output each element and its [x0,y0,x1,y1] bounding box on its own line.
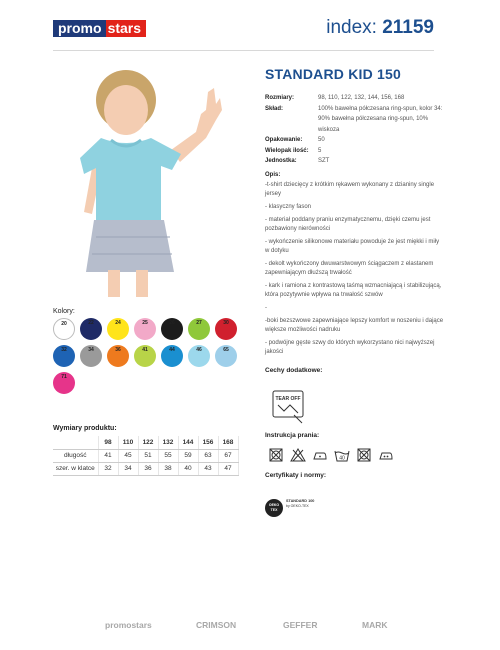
brand-logo [53,20,146,37]
color-swatch [134,345,156,367]
description-line: - dekolt wykończony dwuwarstwowym ściągaczem z elastanem zapewniającym dłuższą trwałość [265,261,434,276]
care-icons [268,448,394,462]
color-code: 65 [223,347,229,353]
color-code: 36 [115,347,121,353]
color-code: 24 [115,320,121,326]
size-header: 156 [198,436,218,449]
logo-part-promo: promo [53,20,106,37]
table-cell: 43 [198,462,218,475]
table-corner-cell [53,436,98,449]
spec-value: 50 [318,137,325,143]
color-code: 46 [196,347,202,353]
spec-key: Jednostka: [265,158,297,164]
row-label: długość [53,449,98,462]
size-header: 98 [98,436,118,449]
table-cell: 59 [178,449,198,462]
color-code: 34 [88,347,94,353]
color-swatch [134,318,156,340]
tear-off-label-icon [268,387,308,425]
table-cell: 51 [138,449,158,462]
color-code: 26 [169,320,175,326]
oeko-tex-logo: OEKO TEX [265,499,283,517]
tear-off-text: TEAR OFF [275,396,301,402]
features-label: Cechy dodatkowe: [265,367,323,374]
color-swatch [215,318,237,340]
spec-key: Rozmiary: [265,95,295,101]
index-number: 21159 [382,17,434,38]
row-label: szer. w klatce [53,462,98,475]
table-cell: 67 [218,449,238,462]
table-cell: 36 [138,462,158,475]
color-swatch [188,345,210,367]
description [265,181,445,361]
table-cell: 45 [118,449,138,462]
size-header: 110 [118,436,138,449]
description-line: - klasyczny fason [265,204,312,210]
color-swatch [161,318,183,340]
color-code: 25 [142,320,148,326]
color-swatch [107,345,129,367]
color-swatch [80,345,102,367]
brand-crimson: CRIMSON [196,620,237,630]
color-code: 27 [196,320,202,326]
cert-sub: by OEKO-TEX [286,503,309,508]
do-not-bleach-icon [290,448,306,462]
product-index [326,17,434,39]
brand-geffer: GEFFER [283,620,318,630]
color-code: 71 [61,374,67,380]
color-swatch [188,318,210,340]
color-swatch [53,372,75,394]
spec-row [265,104,445,136]
table-cell: 34 [118,462,138,475]
wash-40-icon [334,448,350,462]
color-swatch [53,345,75,367]
spec-key: Skład: [265,105,284,112]
iron-icon [378,448,394,462]
table-cell: 40 [178,462,198,475]
table-row [53,462,238,475]
spec-row [265,135,445,146]
footer-brands [0,620,500,636]
table-cell: 55 [158,449,178,462]
description-line: - podwójne gęste szwy do których wykorzystano nici najwyższej jakości [265,340,435,355]
do-not-tumble-dry-icon [356,448,372,462]
color-swatch [161,345,183,367]
index-label: index: [326,17,377,38]
spec-key: Opakowanie: [265,137,303,143]
color-code: 44 [169,347,175,353]
logo-part-stars: stars [106,20,146,37]
spec-value: 5 [318,147,322,154]
header-divider [53,50,434,51]
color-code: 41 [142,347,148,353]
table-cell: 47 [218,462,238,475]
table-cell: 41 [98,449,118,462]
spec-value: SZT [318,158,330,164]
product-title: STANDARD KID 150 [265,66,401,82]
iron-low-icon [312,448,328,462]
size-header: 168 [218,436,238,449]
brand-mark: MARK [362,620,388,630]
table-cell: 63 [198,449,218,462]
color-swatch [53,318,75,340]
product-photo [56,62,246,297]
description-line: -boki bezszwowe zapewniające lepszy komfort w noszeniu i dające większe możliwości nadruku [265,318,444,333]
brand-promostars: promostars [105,620,152,630]
oeko-tex-text [286,499,314,508]
color-code: 20 [61,321,67,327]
description-line: - [265,305,267,311]
cert-name: STANDARD 100 [286,499,315,503]
description-label: Opis: [265,172,281,178]
spec-row [265,146,445,157]
description-line: - wykończenie silikonowe materiału powoduje że jest miękki i miły w dotyku [265,239,440,254]
do-not-dry-clean-icon [268,448,284,462]
table-cell: 32 [98,462,118,475]
color-code: 32 [61,347,67,353]
oeko-tex-certificate [265,497,315,521]
color-swatch [215,345,237,367]
dimensions-label: Wymiary produktu: [53,425,117,432]
description-line: - kark i ramiona z kontrastową taśmą wzmacniającą i stabilizującą, która pozytywnie wpływa na trwałość szwów [265,283,442,298]
size-header: 122 [138,436,158,449]
size-header: 144 [178,436,198,449]
color-swatch [80,318,102,340]
color-code: 30 [223,320,229,326]
product-specs [265,93,445,167]
color-swatch [107,318,129,340]
size-header: 132 [158,436,178,449]
dimensions-table [53,436,239,476]
table-row [53,449,238,462]
spec-value: 98, 110, 122, 132, 144, 156, 168 [318,95,405,101]
spec-value: 100% bawełna półczesana ring-spun, kolor 34: 90% bawełna półczesana ring-spun, 10% wiskoza [318,105,443,133]
color-code: 22 [88,320,94,326]
table-cell: 38 [158,462,178,475]
care-label: Instrukcja prania: [265,432,320,439]
spec-row [265,93,445,104]
description-line: -t-shirt dziecięcy z krótkim rękawem wykonany z dzianiny single jersey [265,182,435,197]
table-header-row [53,436,238,449]
spec-row [265,156,445,167]
spec-key: Wielopak ilość: [265,147,309,154]
wash-temperature: 40 [339,455,345,462]
description-line: - materiał poddany praniu enzymatycznemu, dzięki czemu jest pozbawiony nierówności [265,217,431,232]
certificates-label: Certyfikaty i normy: [265,472,327,479]
colors-label: Kolory: [53,308,75,315]
